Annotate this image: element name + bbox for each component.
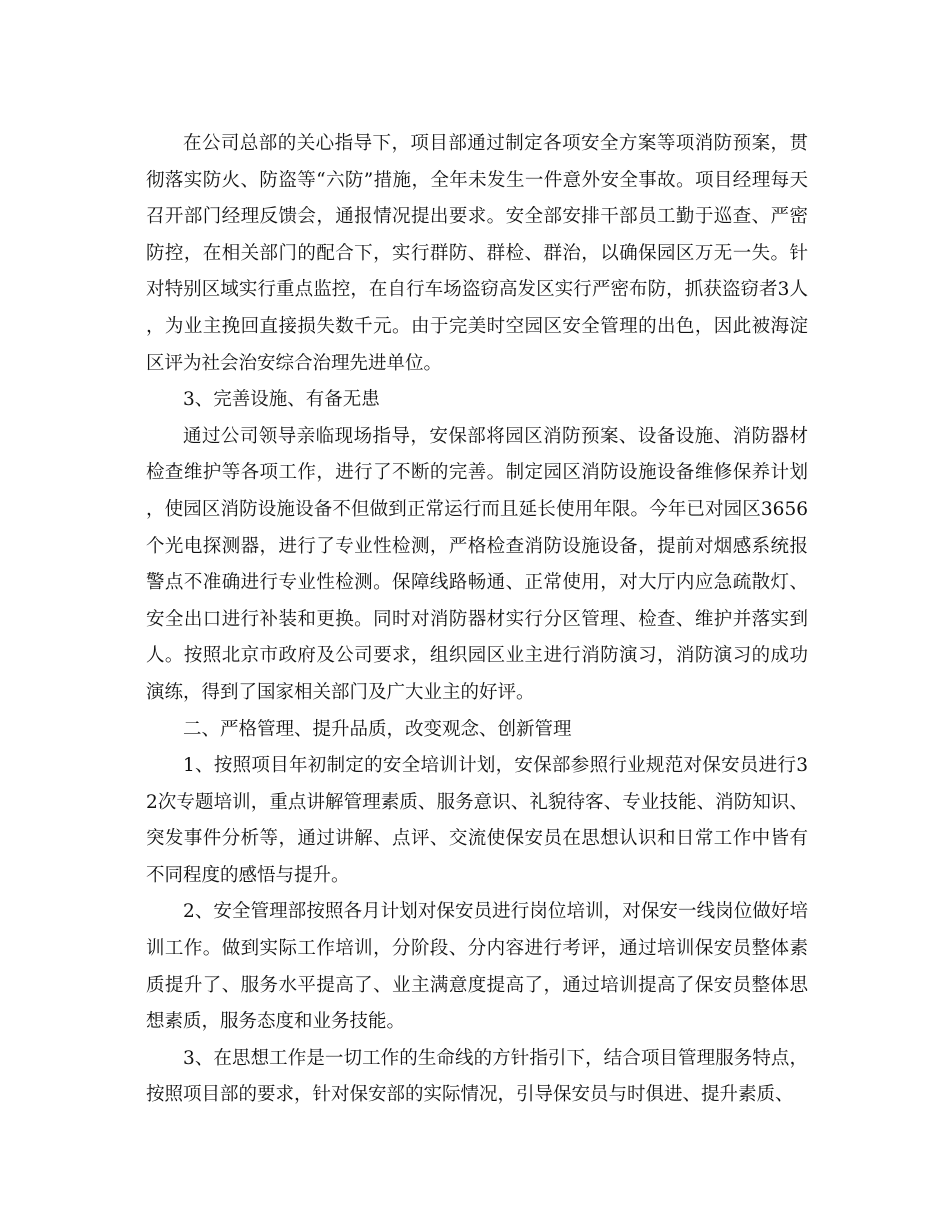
- paragraph-ideological-work: 3、在思想工作是一切工作的生命线的方针指引下，结合项目管理服务特点，按照项目部的要求，针对保安部的实际情况，引导保安员与时俱进、提升素质、: [146, 1047, 808, 1106]
- paragraph-training-plan: 1、按照项目年初制定的安全培训计划，安保部参照行业规范对保安员进行32次专题培训，重点讲解管理素质、服务意识、礼貌待客、专业技能、消防知识、突发事件分析等，通过讲解、点评、交流使保安员在思想认识和日常工作中皆有不同程度的感悟与提升。: [146, 755, 808, 886]
- document-body: [146, 126, 808, 1114]
- section-heading-facilities: 3、完善设施、有备无患: [183, 389, 380, 411]
- paragraph-post-training: 2、安全管理部按照各月计划对保安员进行岗位培训，对保安一线岗位做好培训工作。做到实际工作培训，分阶段、分内容进行考评，通过培训保安员整体素质提升了、服务水平提高了、业主满意度提高了，通过培训提高了保安员整体思想素质，服务态度和业务技能。: [146, 901, 808, 1033]
- section-heading-management: 二、严格管理、提升品质，改变观念、创新管理: [183, 718, 572, 740]
- paragraph-fire-facilities: 通过公司领导亲临现场指导，安保部将园区消防预案、设备设施、消防器材检查维护等各项工作，进行了不断的完善。制定园区消防设施设备维修保养计划，使园区消防设施设备不但做到正常运行而且延长使用年限。今年已对园区3656个光电探测器，进行了专业性检测，严格检查消防设施设备，提前对烟感系统报警点不准确进行专业性检测。保障线路畅通、正常使用，对大厅内应急疏散灯、安全出口进行补装和更换。同时对消防器材实行分区管理、检查、维护并落实到人。按照北京市政府及公司要求，组织园区业主进行消防演习，消防演习的成功演练，得到了国家相关部门及广大业主的好评。: [146, 425, 808, 703]
- paragraph-security-achievements: 在公司总部的关心指导下，项目部通过制定各项安全方案等项消防预案，贯彻落实防火、防盗等“六防”措施，全年未发生一件意外安全事故。项目经理每天召开部门经理反馈会，通报情况提出要求。安全部安排干部员工勤于巡查、严密防控，在相关部门的配合下，实行群防、群检、群治，以确保园区万无一失。针对特别区域实行重点监控，在自行车场盗窃高发区实行严密布防，抓获盗窃者3人，为业主挽回直接损失数千元。由于完美时空园区安全管理的出色，因此被海淀区评为社会治安综合治理先进单位。: [146, 133, 808, 374]
